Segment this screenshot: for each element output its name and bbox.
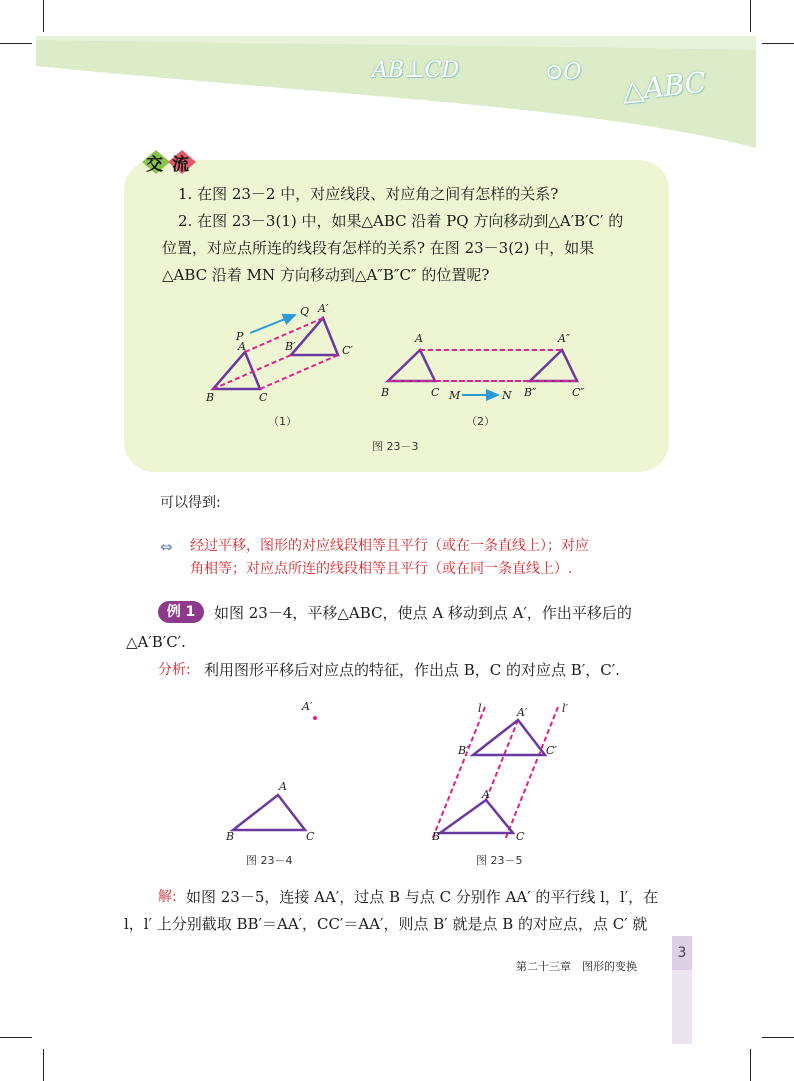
fig1-label-c1: C′ bbox=[342, 344, 353, 357]
badge-shape bbox=[134, 146, 204, 178]
figure-caption-23-3: 图 23－3 bbox=[372, 440, 419, 453]
conclusion-line-1: 经过平移，图形的对应线段相等且平行（或在一条直线上）；对应 bbox=[190, 538, 589, 554]
triangle-a1b1c1 bbox=[291, 318, 338, 355]
fig1-label-p: P bbox=[236, 330, 244, 343]
fig2-label-n: N bbox=[502, 389, 512, 402]
triangle-a2b2c2 bbox=[530, 350, 577, 381]
crop-mark bbox=[43, 0, 44, 32]
header-text-perpendicular: AB⊥CD bbox=[372, 58, 460, 83]
triangle-abc-2 bbox=[388, 350, 435, 381]
triangle-abc-fig5 bbox=[440, 800, 513, 833]
question-2-line-3: △ABC 沿着 MN 方向移动到△A″B″C″ 的位置呢? bbox=[162, 266, 490, 284]
solution-line-1: 如图 23－5，连接 AA′，过点 B 与点 C 分别作 AA′ 的平行线 l，l′，在 bbox=[186, 888, 659, 906]
conclusion-line-2: 角相等；对应点所连的线段相等且平行（或在同一条直线上）. bbox=[190, 561, 573, 577]
fig5-label-b1: B′ bbox=[458, 744, 469, 757]
fig4-label-c: C bbox=[306, 830, 315, 843]
sub-caption-1: （1） bbox=[268, 415, 297, 428]
figure-23-5 bbox=[420, 695, 580, 845]
fig5-label-l1: l′ bbox=[562, 702, 569, 715]
question-2-line-1: 2. 在图 23－3(1) 中，如果△ABC 沿着 PQ 方向移动到△A′B′C′ 的 bbox=[178, 212, 624, 230]
fig2-label-b2: B″ bbox=[524, 386, 537, 399]
example-line-2: △A′B′C′. bbox=[126, 633, 186, 651]
crop-mark bbox=[762, 43, 794, 44]
fig2-label-c2: C″ bbox=[572, 386, 585, 399]
fig2-label-a2: A″ bbox=[558, 332, 571, 345]
badge-char-2: 流 bbox=[172, 155, 189, 175]
fig2-label-m: M bbox=[449, 389, 461, 402]
point-a1 bbox=[313, 716, 317, 720]
example-line-1: 如图 23－4，平移△ABC，使点 A 移动到点 A′，作出平移后的 bbox=[214, 604, 632, 622]
arrow-pq bbox=[250, 315, 295, 333]
fig4-label-a1: A′ bbox=[302, 700, 313, 713]
question-1: 1. 在图 23－2 中，对应线段、对应角之间有怎样的关系? bbox=[178, 185, 559, 203]
dash-cc1 bbox=[260, 355, 338, 389]
conclusion-icon: ⇔ bbox=[160, 538, 173, 556]
header-text-circle: ⊙O bbox=[545, 60, 582, 85]
crop-mark bbox=[750, 1049, 751, 1081]
chapter-footer: 第二十三章 图形的变换 bbox=[516, 960, 637, 973]
crop-mark bbox=[0, 1037, 32, 1038]
line-l1 bbox=[505, 707, 558, 840]
crop-mark bbox=[750, 0, 751, 32]
conclusion-intro: 可以得到: bbox=[160, 495, 221, 511]
example-tag: 例 1 bbox=[158, 601, 204, 623]
figure-caption-23-5: 图 23－5 bbox=[476, 854, 523, 867]
fig1-label-q: Q bbox=[300, 305, 310, 318]
badge-char-1: 交 bbox=[146, 155, 163, 175]
fig5-label-l: l bbox=[478, 702, 482, 715]
triangle-abc-fig4 bbox=[233, 795, 305, 830]
fig1-label-c: C bbox=[259, 391, 268, 404]
fig2-label-a: A bbox=[415, 332, 423, 345]
sub-caption-2: （2） bbox=[466, 415, 495, 428]
fig5-label-a1: A′ bbox=[517, 706, 528, 719]
fig5-label-c1: C′ bbox=[546, 744, 557, 757]
exchange-badge bbox=[134, 146, 204, 178]
page-edge-tab bbox=[672, 970, 692, 1044]
fig1-label-b1: B′ bbox=[285, 340, 296, 353]
dash-aa1 bbox=[245, 318, 323, 352]
fig5-label-a: A bbox=[482, 788, 490, 801]
fig4-label-b: B bbox=[226, 830, 235, 843]
crop-mark bbox=[43, 1049, 44, 1081]
triangle-a1b1c1-fig5 bbox=[473, 720, 545, 755]
question-2-line-2: 位置，对应点所连的线段有怎样的关系? 在图 23－3(2) 中，如果 bbox=[162, 239, 595, 257]
page-number: 3 bbox=[672, 936, 692, 970]
fig5-label-c: C bbox=[516, 830, 525, 843]
solution-label: 解: bbox=[158, 889, 177, 905]
fig2-label-c: C bbox=[431, 386, 440, 399]
figure-caption-23-4: 图 23－4 bbox=[246, 854, 293, 867]
fig1-label-b: B bbox=[206, 391, 215, 404]
crop-mark bbox=[0, 43, 32, 44]
figure-23-4 bbox=[220, 700, 340, 850]
analysis-label: 分析: bbox=[158, 662, 191, 678]
fig5-label-b: B bbox=[432, 830, 441, 843]
solution-line-2: l，l′ 上分别截取 BB′＝AA′，CC′＝AA′，则点 B′ 就是点 B 的对应点，点 C′ 就 bbox=[124, 915, 648, 933]
fig4-label-a: A bbox=[279, 780, 287, 793]
dash-bb1 bbox=[213, 355, 291, 389]
crop-mark bbox=[762, 1037, 794, 1038]
fig2-label-b: B bbox=[381, 386, 390, 399]
analysis-text: 利用图形平移后对应点的特征，作出点 B，C 的对应点 B′，C′. bbox=[204, 661, 620, 679]
fig1-label-a1: A′ bbox=[318, 302, 329, 315]
fig1-label-a: A bbox=[238, 340, 246, 353]
header-text-triangle: △ABC bbox=[620, 65, 708, 108]
